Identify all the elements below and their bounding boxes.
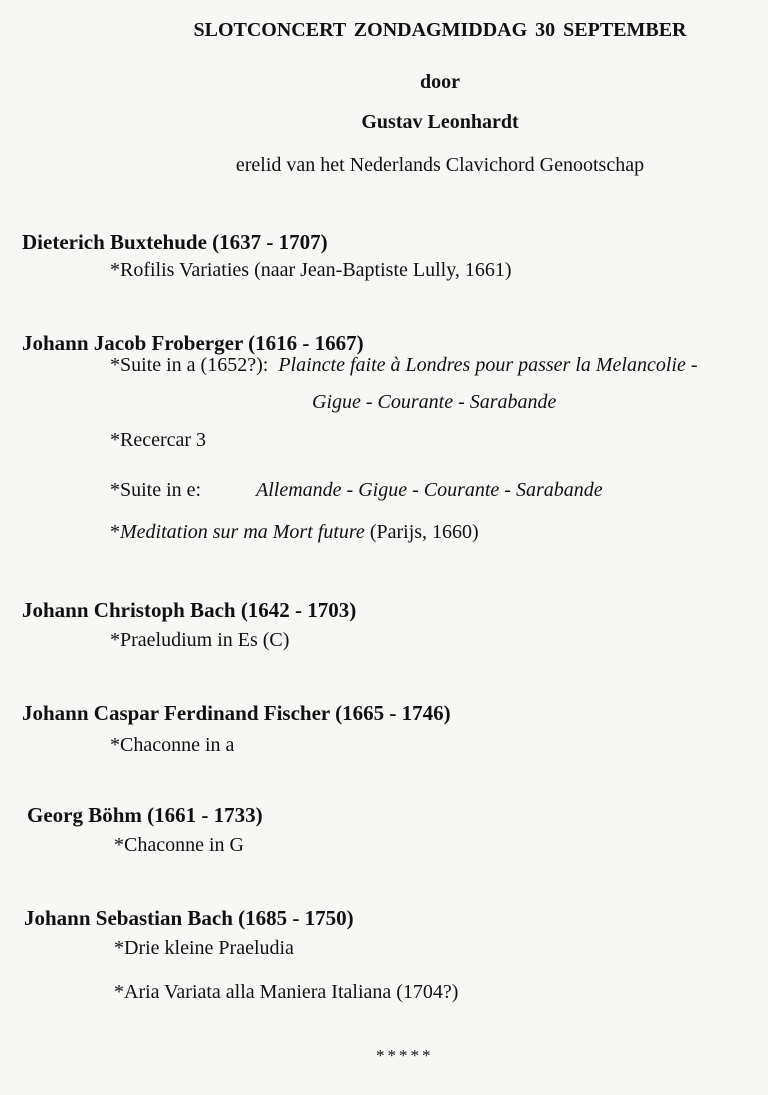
work-item bbox=[110, 353, 698, 377]
work-item: *Drie kleine Praeludia bbox=[114, 937, 294, 959]
work-item: *Rofilis Variaties (naar Jean-Baptiste Lully, 1661) bbox=[110, 259, 512, 281]
performer-name: Gustav Leonhardt bbox=[361, 111, 519, 133]
work-prefix: *Suite in a (1652?): bbox=[110, 354, 269, 376]
work-item: *Chaconne in G bbox=[114, 834, 244, 856]
composer-bohm: Georg Böhm (1661 - 1733) bbox=[27, 803, 263, 827]
work-item: *Recercar 3 bbox=[110, 429, 207, 451]
work-item bbox=[110, 520, 479, 544]
work-item bbox=[110, 478, 603, 502]
by-label: door bbox=[420, 71, 460, 93]
work-item: *Chaconne in a bbox=[110, 734, 235, 756]
concert-title: SLOTCONCERT ZONDAGMIDDAG 30 SEPTEMBER bbox=[193, 19, 687, 41]
composer-buxtehude: Dieterich Buxtehude (1637 - 1707) bbox=[22, 230, 328, 254]
composer-js-bach: Johann Sebastian Bach (1685 - 1750) bbox=[24, 906, 354, 930]
work-movements: Plaincte faite à Londres pour passer la Melancolie - bbox=[278, 354, 698, 376]
performer-note: erelid van het Nederlands Clavichord Genootschap bbox=[235, 154, 645, 176]
composer-fischer: Johann Caspar Ferdinand Fischer (1665 - 1746) bbox=[22, 701, 451, 725]
footer-stars: ***** bbox=[376, 1046, 434, 1065]
work-movements-cont bbox=[312, 390, 556, 414]
work-movements: Allemande - Gigue - Courante - Sarabande bbox=[256, 479, 603, 501]
composer-jc-bach: Johann Christoph Bach (1642 - 1703) bbox=[22, 598, 357, 622]
composer-froberger: Johann Jacob Froberger (1616 - 1667) bbox=[22, 331, 364, 355]
work-item: *Praeludium in Es (C) bbox=[110, 629, 290, 651]
work-suffix: (Parijs, 1660) bbox=[364, 521, 479, 543]
movements-text: Gigue - Courante - Sarabande bbox=[312, 391, 557, 413]
work-title: Meditation sur ma Mort future bbox=[120, 521, 365, 543]
work-prefix: *Suite in e: bbox=[110, 479, 202, 501]
work-item: *Aria Variata alla Maniera Italiana (1704?) bbox=[114, 981, 459, 1003]
star: * bbox=[110, 521, 120, 543]
